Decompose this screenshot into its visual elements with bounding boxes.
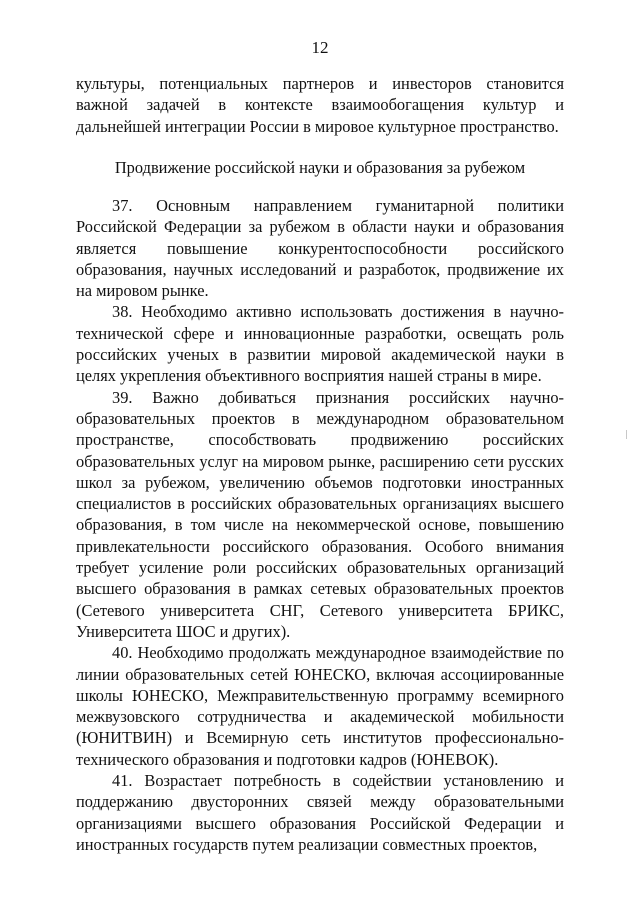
intro-paragraph: культуры, потенциальных партнеров и инвесторов становится важной задачей в контексте взаимообогащения культур и дальнейшей интеграции России в мировое культурное пространство. (76, 74, 564, 136)
paragraph-40: 40. Необходимо продолжать международное взаимодействие по линии образовательных сетей ЮНЕСКО, включая ассоциированные школы ЮНЕСКО, Межправительственную программу всемирного межвузовского сотрудничества и академической мобильности (ЮНИТВИН) и Всемирную сеть институтов профессионально-технического образования и подготовки кадров (ЮНЕВОК). (76, 643, 564, 769)
page-number: 12 (311, 38, 329, 57)
paragraph-38: 38. Необходимо активно использовать достижения в научно-технической сфере и инновационные разработки, освещать роль российских ученых в развитии мировой академической науки в целях укрепления объективного восприятия нашей страны в мире. (76, 302, 564, 386)
paragraph-41: 41. Возрастает потребность в содействии установлению и поддержанию двусторонних связей между образовательными организациями высшего образования Российской Федерации и иностранных государств путем реализации совместных проектов, (76, 771, 564, 854)
scan-margin-mark (626, 430, 627, 439)
section-body (76, 195, 564, 855)
paragraph-37: 37. Основным направлением гуманитарной политики Российской Федерации за рубежом в области науки и образования является повышение конкурентоспособности российского образования, научных исследований и разработок, продвижение их на мировом рынке. (76, 196, 564, 301)
paragraph-39: 39. Важно добиваться признания российских научно-образовательных проектов в международном образовательном пространстве, способствовать продвижению российских образовательных услуг на мировом рынке, расширению сети русских школ за рубежом, увеличению объемов подготовки иностранных специалистов в российских образовательных организациях высшего образования, в том числе на некоммерческой основе, повышению привлекательности российского образования. Особого внимания требует усиление роли российских образовательных организаций высшего образования в рамках сетевых образовательных проектов (Сетевого университета СНГ, Сетевого университета БРИКС, Университета ШОС и других). (76, 387, 564, 641)
section-heading: Продвижение российской науки и образования за рубежом (114, 158, 526, 177)
